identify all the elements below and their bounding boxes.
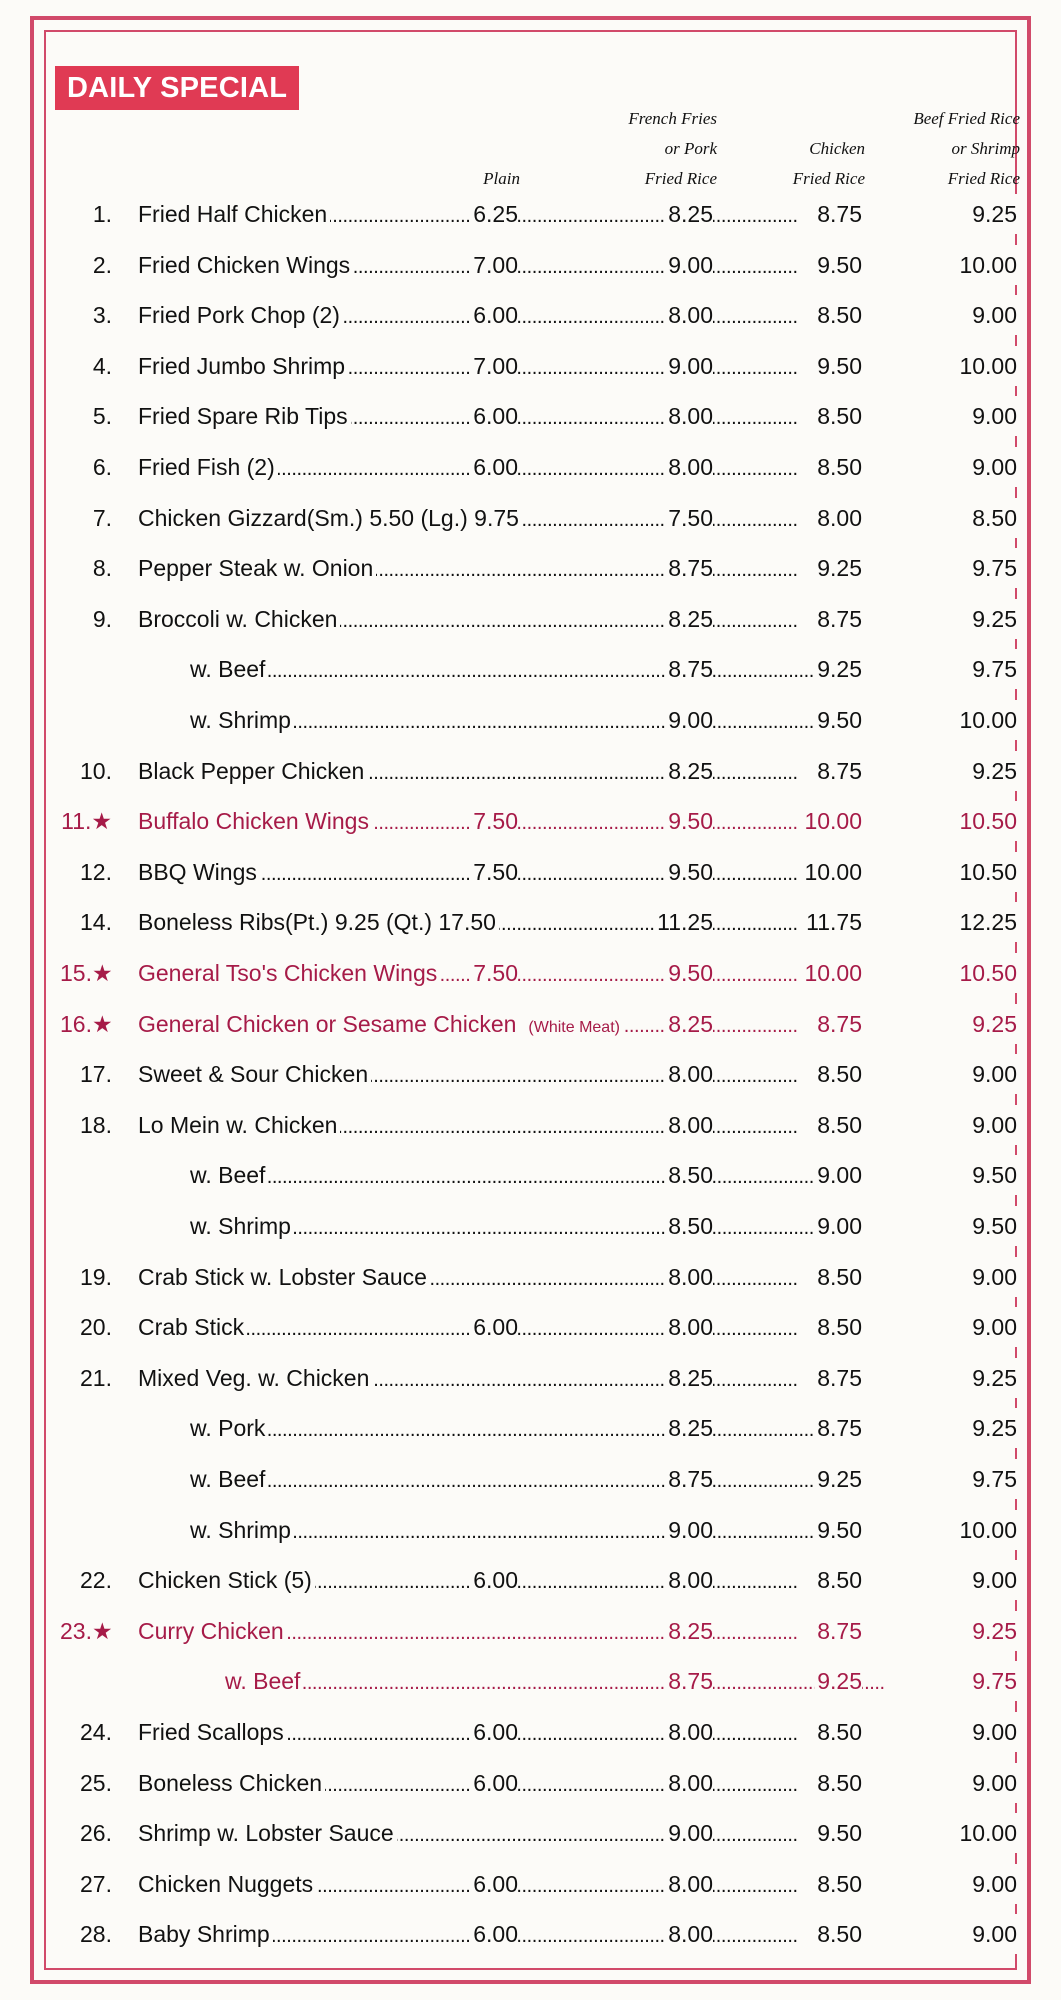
price-fries: 8.25 <box>666 194 713 234</box>
menu-item-row <box>0 649 1061 689</box>
price-beef: 9.25 <box>970 1408 1017 1448</box>
item-number: 27. <box>80 1870 112 1897</box>
price-plain: 6.00 <box>471 1560 518 1600</box>
price-fries: 8.00 <box>666 1307 713 1347</box>
item-number: 23.★ <box>60 1617 113 1644</box>
price-beef: 9.00 <box>970 1257 1017 1297</box>
price-plain: 6.25 <box>471 194 518 234</box>
item-name-text: Boneless Chicken <box>138 1769 323 1796</box>
item-name <box>225 1661 303 1701</box>
item-number: 7. <box>92 504 112 531</box>
item-number: 22. <box>80 1567 112 1594</box>
price-fries: 8.75 <box>666 1661 713 1701</box>
price-chicken: 8.50 <box>815 1763 862 1803</box>
price-fries: 8.25 <box>666 1004 713 1044</box>
price-beef: 10.50 <box>957 801 1017 841</box>
menu-item-row <box>0 1712 1061 1752</box>
price-chicken: 8.50 <box>815 1712 862 1752</box>
item-name-text: Black Pepper Chicken <box>138 757 365 784</box>
item-name <box>138 1004 623 1048</box>
menu-item-row <box>0 1307 1061 1347</box>
menu-item-row <box>0 1813 1061 1853</box>
price-chicken: 8.50 <box>815 295 862 335</box>
item-name-text: w. Beef <box>190 1162 266 1189</box>
price-chicken: 9.25 <box>815 1459 862 1499</box>
price-plain: 7.00 <box>471 245 518 285</box>
price-chicken: 8.75 <box>815 751 862 791</box>
item-name-text: Fried Jumbo Shrimp <box>138 352 346 379</box>
price-beef: 8.50 <box>970 498 1017 538</box>
menu-item-row <box>0 1661 1061 1701</box>
menu-item-row <box>0 1459 1061 1499</box>
price-plain: 6.00 <box>471 1763 518 1803</box>
price-fries: 8.00 <box>666 1257 713 1297</box>
menu-item-row <box>0 1763 1061 1803</box>
price-fries: 8.00 <box>666 1914 713 1954</box>
price-fries: 9.50 <box>666 953 713 993</box>
item-number: 8. <box>92 555 112 582</box>
price-chicken: 8.75 <box>815 1611 862 1651</box>
item-number: 11.★ <box>61 808 112 835</box>
menu-item-row <box>0 498 1061 538</box>
item-note: (White Meat) <box>528 1018 620 1036</box>
item-name <box>138 1914 273 1954</box>
item-number: 1. <box>92 201 112 227</box>
price-beef: 9.75 <box>970 1661 1017 1701</box>
item-name <box>138 498 522 538</box>
item-name <box>138 599 340 639</box>
menu-item-row <box>0 1155 1061 1195</box>
menu-item-row <box>0 1358 1061 1398</box>
item-name-text: Mixed Veg. w. Chicken <box>138 1364 370 1391</box>
price-beef: 9.25 <box>970 1004 1017 1044</box>
item-name-text: Fried Half Chicken <box>138 201 328 227</box>
item-name-text: w. Beef <box>190 656 266 683</box>
item-name-text: w. Beef <box>190 1466 266 1492</box>
item-number: 5. <box>92 403 112 430</box>
price-fries: 8.25 <box>666 1358 713 1398</box>
price-fries: 7.50 <box>666 498 713 538</box>
item-name-text: General Chicken or Sesame Chicken <box>138 1010 517 1037</box>
price-chicken: 8.50 <box>815 396 862 436</box>
price-beef: 9.00 <box>970 1763 1017 1803</box>
price-beef: 9.00 <box>970 1307 1017 1347</box>
price-chicken: 8.50 <box>815 1257 862 1297</box>
item-name <box>138 852 260 892</box>
item-name-text: Chicken Nuggets <box>138 1870 314 1897</box>
item-name <box>138 801 372 841</box>
menu-item-row <box>0 852 1061 892</box>
item-name-text: Boneless Ribs(Pt.) 9.25 (Qt.) 17.50 <box>138 909 496 936</box>
item-name-text: Sweet & Sour Chicken <box>138 1061 369 1088</box>
item-name <box>190 1510 294 1550</box>
item-name <box>138 1257 430 1297</box>
price-beef: 9.00 <box>970 447 1017 487</box>
menu-item-row <box>0 700 1061 740</box>
item-name-text: Crab Stick <box>138 1314 245 1341</box>
item-name-text: w. Shrimp <box>190 1213 291 1239</box>
price-fries: 8.00 <box>666 1712 713 1752</box>
price-plain: 6.00 <box>471 1712 518 1752</box>
menu-item-row <box>0 751 1061 791</box>
price-chicken: 8.75 <box>815 1408 862 1448</box>
item-number: 3. <box>92 302 112 329</box>
menu-item-row <box>0 1004 1061 1044</box>
header-beef: Beef Fried Rice or Shrimp Fried Rice <box>913 109 1020 188</box>
price-chicken: 8.50 <box>815 1105 862 1145</box>
item-number: 2. <box>92 251 112 278</box>
item-name <box>138 1358 372 1398</box>
item-name <box>138 1054 371 1094</box>
price-beef: 9.25 <box>970 194 1017 234</box>
item-number: 25. <box>80 1769 112 1796</box>
price-fries: 9.50 <box>666 852 713 892</box>
item-name-text: w. Pork <box>190 1415 266 1442</box>
menu-item-row <box>0 1914 1061 1954</box>
item-number: 24. <box>80 1719 112 1745</box>
price-beef: 9.00 <box>970 1105 1017 1145</box>
price-chicken: 8.75 <box>815 194 862 234</box>
item-number: 21. <box>80 1364 112 1391</box>
menu-item-row <box>0 801 1061 841</box>
price-beef: 9.00 <box>970 1054 1017 1094</box>
price-beef: 10.00 <box>957 1510 1017 1550</box>
price-beef: 10.50 <box>957 953 1017 993</box>
price-chicken: 10.00 <box>802 852 862 892</box>
price-plain: 6.00 <box>471 1914 518 1954</box>
price-fries: 9.00 <box>666 245 713 285</box>
item-name-text: Curry Chicken <box>138 1617 284 1644</box>
price-chicken: 8.50 <box>815 1560 862 1600</box>
price-fries: 9.00 <box>666 1510 713 1550</box>
item-name <box>138 1763 325 1803</box>
item-name <box>138 1105 340 1145</box>
menu-item-row <box>0 447 1061 487</box>
item-number: 12. <box>80 858 112 885</box>
item-name <box>138 245 353 285</box>
price-beef: 9.75 <box>970 1459 1017 1499</box>
price-fries: 8.00 <box>666 295 713 335</box>
price-chicken: 8.75 <box>815 599 862 639</box>
item-number: 17. <box>80 1061 112 1088</box>
price-beef: 9.50 <box>970 1155 1017 1195</box>
item-name-text: w. Beef <box>225 1668 301 1695</box>
menu-item-row <box>0 1611 1061 1651</box>
item-number: 9. <box>92 605 112 632</box>
item-name-text: w. Shrimp <box>190 707 291 733</box>
price-beef: 9.00 <box>970 1560 1017 1600</box>
item-name-text: Fried Pork Chop (2) <box>138 302 340 329</box>
item-name-text: Shrimp w. Lobster Sauce <box>138 1820 394 1847</box>
item-number: 28. <box>80 1921 112 1948</box>
price-chicken: 8.50 <box>815 1864 862 1904</box>
item-number: 14. <box>80 909 112 936</box>
item-name <box>138 1611 287 1651</box>
menu-item-row <box>0 1408 1061 1448</box>
menu-item-row <box>0 194 1061 234</box>
price-beef: 10.00 <box>957 346 1017 386</box>
item-number: 6. <box>92 454 112 480</box>
item-name-text: Chicken Gizzard(Sm.) 5.50 (Lg.) 9.75 <box>138 504 519 531</box>
item-name-text: Fried Scallops <box>138 1719 284 1745</box>
price-beef: 9.00 <box>970 1864 1017 1904</box>
price-fries: 8.00 <box>666 396 713 436</box>
price-beef: 9.75 <box>970 548 1017 588</box>
item-name-text: Fried Fish (2) <box>138 454 275 480</box>
price-chicken: 9.50 <box>815 245 862 285</box>
price-plain: 6.00 <box>471 1307 518 1347</box>
item-number: 4. <box>92 352 112 379</box>
item-name <box>190 1155 268 1195</box>
item-name <box>190 1206 294 1246</box>
item-name <box>190 1459 268 1499</box>
price-chicken: 8.00 <box>815 498 862 538</box>
menu-item-row <box>0 599 1061 639</box>
price-fries: 8.50 <box>666 1206 713 1246</box>
item-name-text: Baby Shrimp <box>138 1921 270 1948</box>
price-beef: 9.00 <box>970 396 1017 436</box>
item-name <box>138 295 343 335</box>
price-beef: 9.25 <box>970 751 1017 791</box>
item-name-text: Lo Mein w. Chicken <box>138 1111 338 1138</box>
menu-item-row <box>0 245 1061 285</box>
price-chicken: 11.75 <box>804 902 862 942</box>
price-chicken: 9.25 <box>815 548 862 588</box>
menu-item-row <box>0 1054 1061 1094</box>
item-name-text: Chicken Stick (5) <box>138 1567 312 1594</box>
price-fries: 8.25 <box>666 599 713 639</box>
price-fries: 8.00 <box>666 1763 713 1803</box>
item-name <box>190 700 294 740</box>
price-chicken: 8.50 <box>815 447 862 487</box>
price-fries: 8.00 <box>666 1560 713 1600</box>
menu-item-row <box>0 548 1061 588</box>
dot-leader <box>225 1661 977 1703</box>
price-plain: 6.00 <box>471 1864 518 1904</box>
menu-item-row <box>0 1864 1061 1904</box>
price-plain: 6.00 <box>471 295 518 335</box>
menu-item-row <box>0 1105 1061 1145</box>
price-fries: 9.00 <box>666 700 713 740</box>
item-name <box>138 548 376 588</box>
price-fries: 8.75 <box>666 548 713 588</box>
price-fries: 11.25 <box>655 902 713 942</box>
price-fries: 8.00 <box>666 1864 713 1904</box>
item-number: 20. <box>80 1314 112 1341</box>
item-name <box>138 194 330 234</box>
price-beef: 9.00 <box>970 1914 1017 1954</box>
menu-item-row <box>0 396 1061 436</box>
price-fries: 8.25 <box>666 1611 713 1651</box>
item-name-text: Fried Spare Rib Tips <box>138 403 348 430</box>
price-chicken: 9.00 <box>815 1155 862 1195</box>
price-fries: 9.50 <box>666 801 713 841</box>
item-number: 16.★ <box>60 1010 113 1037</box>
item-name <box>138 1307 247 1347</box>
price-beef: 9.25 <box>970 1358 1017 1398</box>
header-plain: Plain <box>483 169 520 188</box>
price-chicken: 9.50 <box>815 1510 862 1550</box>
item-number: 19. <box>80 1263 112 1290</box>
price-beef: 9.00 <box>970 1712 1017 1752</box>
price-beef: 9.25 <box>970 599 1017 639</box>
item-name <box>138 902 499 942</box>
item-name <box>138 1712 287 1752</box>
price-chicken: 8.75 <box>815 1358 862 1398</box>
price-fries: 8.00 <box>666 447 713 487</box>
price-plain: 7.00 <box>471 346 518 386</box>
price-beef: 9.00 <box>970 295 1017 335</box>
price-chicken: 10.00 <box>802 953 862 993</box>
price-beef: 9.50 <box>970 1206 1017 1246</box>
price-fries: 9.00 <box>666 346 713 386</box>
price-chicken: 9.25 <box>815 1661 862 1701</box>
price-fries: 8.50 <box>666 1155 713 1195</box>
price-chicken: 9.00 <box>815 1206 862 1246</box>
price-chicken: 9.25 <box>815 649 862 689</box>
price-beef: 10.00 <box>957 700 1017 740</box>
page-title: DAILY SPECIAL <box>55 66 299 110</box>
price-fries: 8.75 <box>666 1459 713 1499</box>
menu-item-row <box>0 1510 1061 1550</box>
price-chicken: 9.50 <box>815 346 862 386</box>
menu-item-row <box>0 295 1061 335</box>
price-fries: 8.75 <box>666 649 713 689</box>
item-name-text: Pepper Steak w. Onion <box>138 555 374 582</box>
item-name <box>138 1864 316 1904</box>
item-name-text: BBQ Wings <box>138 858 257 885</box>
price-fries: 8.25 <box>666 1408 713 1448</box>
price-plain: 7.50 <box>471 852 518 892</box>
item-name-text: Buffalo Chicken Wings <box>138 808 369 835</box>
price-beef: 10.00 <box>957 1813 1017 1853</box>
item-number: 18. <box>80 1111 112 1138</box>
item-name <box>138 396 351 436</box>
item-name <box>138 1560 315 1600</box>
price-chicken: 8.50 <box>815 1307 862 1347</box>
price-fries: 9.00 <box>666 1813 713 1853</box>
price-beef: 12.25 <box>957 902 1017 942</box>
menu-item-row <box>0 346 1061 386</box>
menu-item-row <box>0 1206 1061 1246</box>
item-number: 10. <box>80 757 112 784</box>
item-number: 15.★ <box>60 960 113 986</box>
item-name <box>138 346 348 386</box>
item-name <box>190 1408 268 1448</box>
item-name <box>138 447 278 487</box>
menu-item-row <box>0 902 1061 942</box>
item-name <box>138 1813 397 1853</box>
price-fries: 8.00 <box>666 1054 713 1094</box>
price-chicken: 8.50 <box>815 1914 862 1954</box>
item-name-text: Crab Stick w. Lobster Sauce <box>138 1263 427 1290</box>
price-chicken: 9.50 <box>815 700 862 740</box>
price-plain: 7.50 <box>471 953 518 993</box>
header-chicken: Chicken Fried Rice <box>792 139 865 188</box>
item-name-text: Broccoli w. Chicken <box>138 605 338 632</box>
price-fries: 8.00 <box>666 1105 713 1145</box>
header-fries: French Fries or Pork Fried Rice <box>628 109 717 188</box>
menu-item-row <box>0 953 1061 993</box>
price-chicken: 8.75 <box>815 1004 862 1044</box>
price-plain: 6.00 <box>471 396 518 436</box>
item-name-text: Fried Chicken Wings <box>138 251 351 278</box>
price-plain: 6.00 <box>471 447 518 487</box>
item-number: 26. <box>80 1820 112 1847</box>
price-beef: 9.75 <box>970 649 1017 689</box>
price-chicken: 10.00 <box>802 801 862 841</box>
item-name <box>138 751 367 791</box>
price-chicken: 9.50 <box>815 1813 862 1853</box>
price-plain: 7.50 <box>471 801 518 841</box>
menu-item-row <box>0 1257 1061 1297</box>
item-name <box>138 953 440 993</box>
menu-item-row <box>0 1560 1061 1600</box>
price-beef: 10.00 <box>957 245 1017 285</box>
price-beef: 9.25 <box>970 1611 1017 1651</box>
item-name-text: General Tso's Chicken Wings <box>138 960 438 986</box>
item-name-text: w. Shrimp <box>190 1516 291 1543</box>
item-name <box>190 649 268 689</box>
price-chicken: 8.50 <box>815 1054 862 1094</box>
price-fries: 8.25 <box>666 751 713 791</box>
price-beef: 10.50 <box>957 852 1017 892</box>
